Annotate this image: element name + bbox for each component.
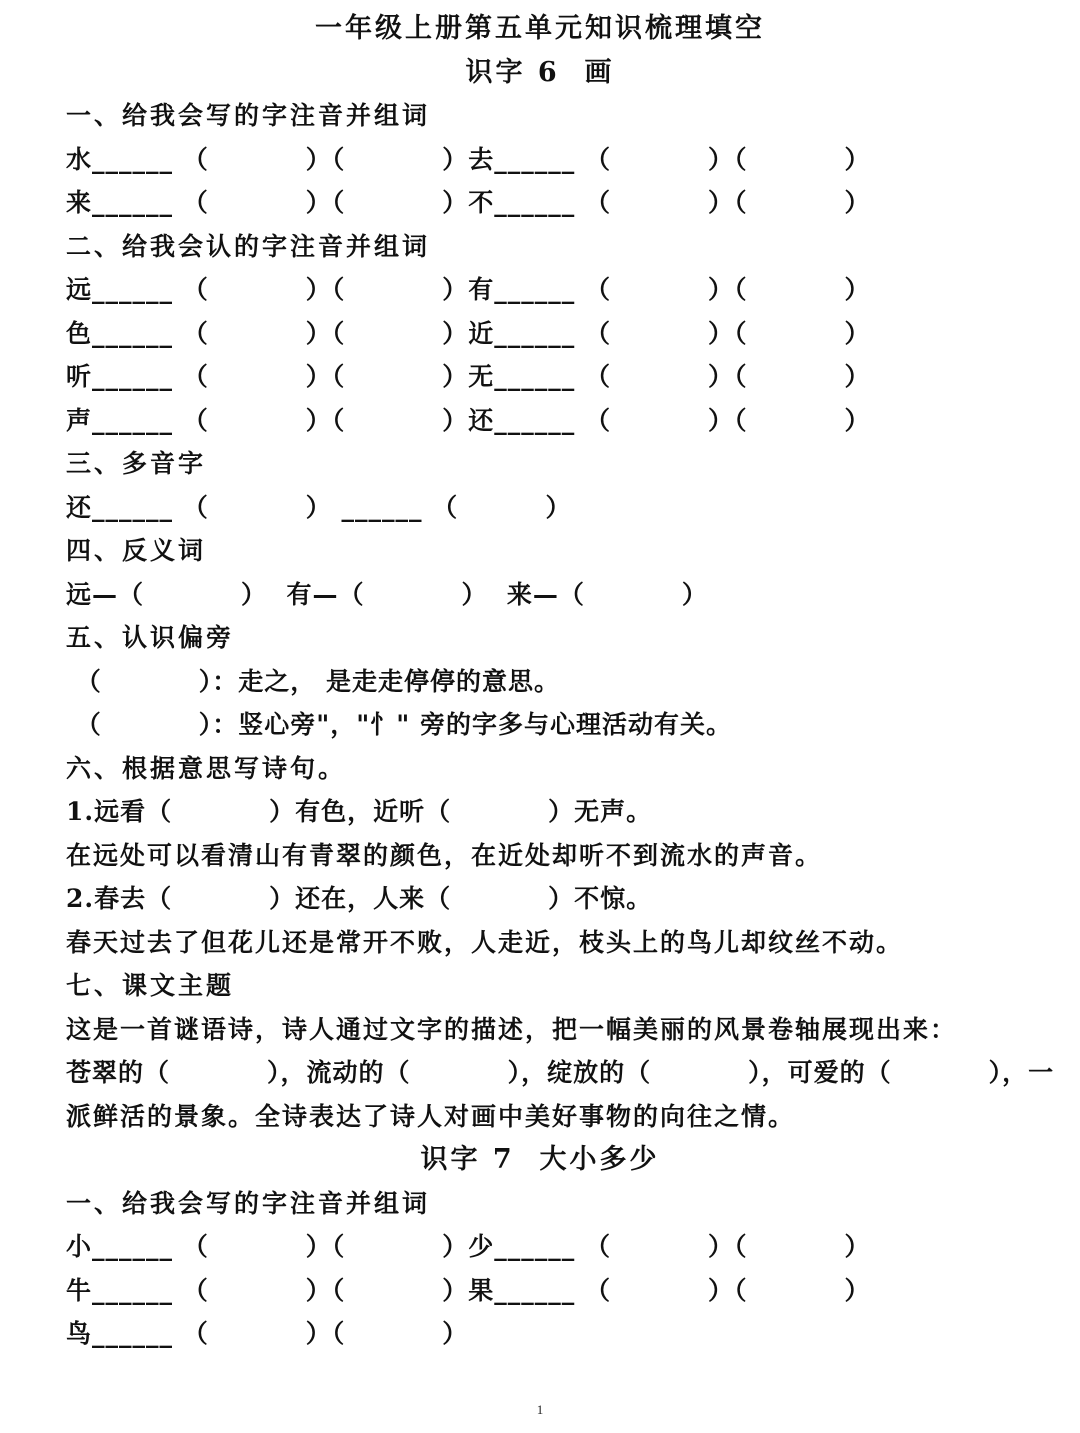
lesson6-sec3-heading: 三、多音字: [66, 449, 207, 478]
lesson7-sec1-row-2: 牛______ （ ）（ ）果______ （ ）（ ）: [66, 1276, 871, 1305]
lesson6-sec7-row-1: 这是一首谜语诗，诗人通过文字的描述，把一幅美丽的风景卷轴展现出来：: [66, 1015, 958, 1044]
lesson6-sec2-row-2: 色______ （ ）（ ）近______ （ ）（ ）: [66, 319, 871, 348]
lesson6-sec4-heading: 四、反义词: [66, 536, 207, 565]
lesson6-sec5-row-1: （ ）：走之， 是走走停停的意思。: [66, 667, 560, 696]
lesson6-sec3-row: 还______ （ ） ______ （ ）: [66, 493, 572, 522]
lesson6-sec6-row-3: 2.春去（ ）还在，人来（ ）不惊。: [66, 884, 653, 913]
lesson6-sec1-row-2: 来______ （ ）（ ）不______ （ ）（ ）: [66, 188, 871, 217]
lesson6-sec7-row-3: 派鲜活的景象。全诗表达了诗人对画中美好事物的向往之情。: [66, 1102, 796, 1131]
page-title: 一年级上册第五单元知识梳理填空: [315, 13, 765, 44]
lesson7-sec1-heading: 一、给我会写的字注音并组词: [66, 1189, 431, 1218]
lesson6-sec2-row-3: 听______ （ ）（ ）无______ （ ）（ ）: [66, 362, 871, 391]
lesson6-sec5-heading: 五、认识偏旁: [66, 623, 235, 652]
lesson6-sec5-row-2: （ ）：竖心旁"，"忄" 旁的字多与心理活动有关。: [66, 710, 733, 739]
page-number: 1: [536, 1402, 544, 1417]
lesson6-sec2-row-1: 远______ （ ）（ ）有______ （ ）（ ）: [66, 275, 871, 304]
lesson6-sec1-heading: 一、给我会写的字注音并组词: [66, 101, 431, 130]
lesson6-sec7-row-2: 苍翠的（ ），流动的（ ），绽放的（ ），可爱的（ ），一: [66, 1058, 1055, 1087]
lesson6-sec2-heading: 二、给我会认的字注音并组词: [66, 232, 431, 261]
lesson7-sec1-row-1: 小______ （ ）（ ）少______ （ ）（ ）: [66, 1232, 871, 1261]
lesson6-sec7-heading: 七、课文主题: [66, 971, 235, 1000]
lesson6-title: 识字 6 画: [465, 57, 615, 88]
lesson7-title: 识字 7 大小多少: [420, 1144, 660, 1175]
lesson7-sec1-row-3: 鸟______ （ ）（ ）: [66, 1319, 469, 1348]
lesson6-sec6-row-1: 1.远看（ ）有色，近听（ ）无声。: [66, 797, 653, 826]
lesson6-sec4-row: 远—（ ） 有—（ ） 来—（ ）: [66, 580, 708, 609]
lesson6-sec6-heading: 六、根据意思写诗句。: [66, 754, 347, 783]
lesson6-sec2-row-4: 声______ （ ）（ ）还______ （ ）（ ）: [66, 406, 871, 435]
lesson6-sec6-row-2: 在远处可以看清山有青翠的颜色，在近处却听不到流水的声音。: [66, 841, 823, 870]
lesson6-sec6-row-4: 春天过去了但花儿还是常开不败，人走近，枝头上的鸟儿却纹丝不动。: [66, 928, 904, 957]
lesson6-sec1-row-1: 水______ （ ）（ ）去______ （ ）（ ）: [66, 145, 871, 174]
